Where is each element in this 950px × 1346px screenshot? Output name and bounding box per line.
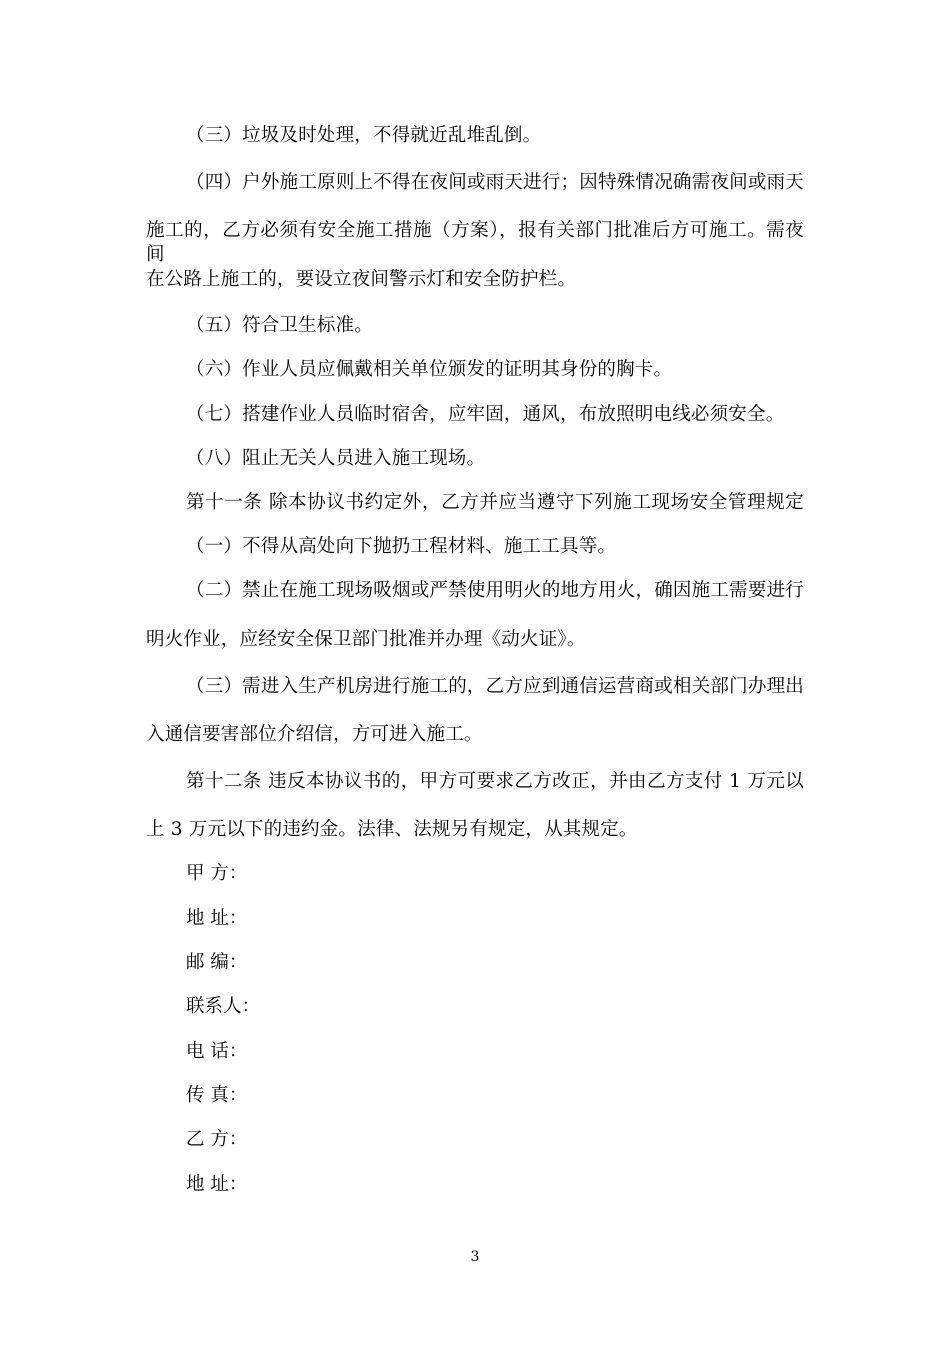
paragraph-machine-room-line1: （三）需进入生产机房进行施工的，乙方应到通信运营商或相关部门办理出 bbox=[186, 676, 804, 697]
page-number: 3 bbox=[470, 1249, 480, 1265]
fax-label: 传 真： bbox=[186, 1085, 248, 1106]
paragraph-hygiene: （五）符合卫生标准。 bbox=[186, 315, 374, 336]
paragraph-dormitory: （七）搭建作业人员临时宿舍，应牢固，通风，布放照明电线必须安全。 bbox=[186, 404, 785, 425]
article-twelve-line1: 第十二条 违反本协议书的，甲方可要求乙方改正，并由乙方支付 1 万元以 bbox=[186, 771, 804, 792]
postcode-label: 邮 编： bbox=[186, 952, 248, 973]
paragraph-garbage-disposal: （三）垃圾及时处理，不得就近乱堆乱倒。 bbox=[186, 125, 542, 146]
paragraph-outdoor-work-line2: 施工的，乙方必须有安全施工措施（方案），报有关部门批准后方可施工。需夜间 bbox=[146, 220, 804, 265]
paragraph-machine-room-line2: 入通信要害部位介绍信，方可进入施工。 bbox=[146, 724, 483, 745]
paragraph-no-entry: （八）阻止无关人员进入施工现场。 bbox=[186, 448, 486, 469]
article-twelve-line2: 上 3 万元以下的违约金。法律、法规另有规定，从其规定。 bbox=[146, 819, 638, 840]
paragraph-fire-line2: 明火作业，应经安全保卫部门批准并办理《动火证》。 bbox=[146, 629, 586, 650]
paragraph-outdoor-work-line3: 在公路上施工的，要设立夜间警示灯和安全防护栏。 bbox=[146, 269, 577, 290]
address-label-a: 地 址： bbox=[186, 908, 248, 929]
contact-label: 联系人： bbox=[186, 996, 261, 1017]
article-eleven-heading: 第十一条 除本协议书约定外，乙方并应当遵守下列施工现场安全管理规定 bbox=[186, 492, 804, 513]
phone-label: 电 话： bbox=[186, 1041, 248, 1062]
party-b-label: 乙 方： bbox=[186, 1129, 248, 1150]
paragraph-no-throwing: （一）不得从高处向下抛扔工程材料、施工工具等。 bbox=[186, 536, 617, 557]
paragraph-badge: （六）作业人员应佩戴相关单位颁发的证明其身份的胸卡。 bbox=[186, 359, 673, 380]
address-label-b: 地 址： bbox=[186, 1174, 248, 1195]
paragraph-outdoor-work-line1: （四）户外施工原则上不得在夜间或雨天进行；因特殊情况确需夜间或雨天 bbox=[186, 172, 804, 193]
party-a-label: 甲 方： bbox=[186, 863, 248, 884]
paragraph-fire-line1: （二）禁止在施工现场吸烟或严禁使用明火的地方用火，确因施工需要进行 bbox=[186, 580, 804, 601]
